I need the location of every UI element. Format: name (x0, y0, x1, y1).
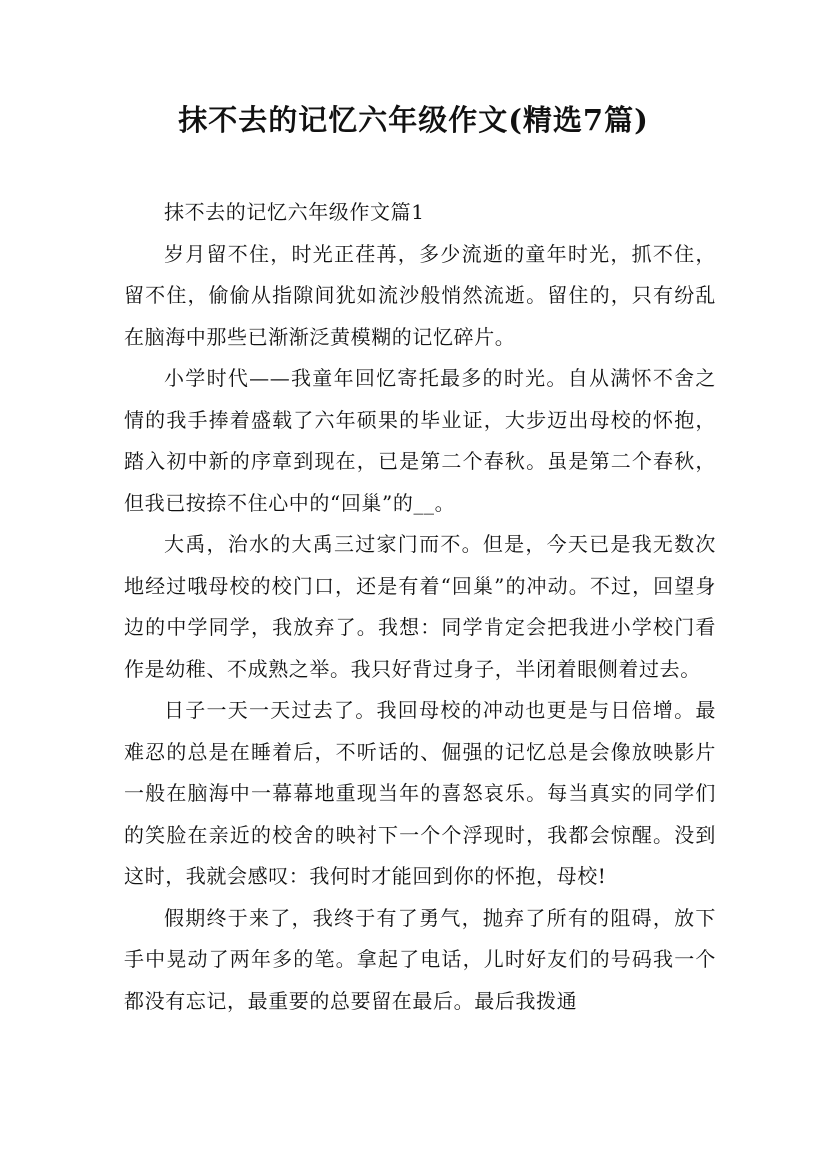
paragraph-2: 小学时代——我童年回忆寄托最多的时光。自从满怀不舍之情的我手捧着盛载了六年硕果的毕业证，大步迈出母校的怀抱，踏入初中新的序章到现在，已是第二个春秋。虽是第二个春秋，但我已按捺不住心中的“回巢”的__。 (124, 366, 716, 515)
section-heading: 抹不去的记忆六年级作文篇1 (164, 200, 425, 224)
paragraph-5: 假期终于来了，我终于有了勇气，抛弃了所有的阻碍，放下手中晃动了两年多的笔。拿起了电话，儿时好友们的号码我一个都没有忘记，最重要的总要留在最后。最后我拨通 (124, 905, 716, 1013)
paragraph-4: 日子一天一天过去了。我回母校的冲动也更是与日倍增。最难忍的总是在睡着后，不听话的、倔强的记忆总是会像放映影片一般在脑海中一幕幕地重现当年的喜怒哀乐。每当真实的同学们的笑脸在亲近的校舍的映衬下一个个浮现时，我都会惊醒。没到这时，我就会感叹：我何时才能回到你的怀抱，母校! (124, 698, 716, 888)
paragraph-1: 岁月留不住，时光正荏苒，多少流逝的童年时光，抓不住，留不住，偷偷从指隙间犹如流沙般悄然流逝。留住的，只有纷乱在脑海中那些已渐渐泛黄模糊的记忆碎片。 (124, 241, 716, 349)
document-body (124, 192, 716, 1022)
document-title: 抹不去的记忆六年级作文(精选7篇) (178, 103, 649, 137)
paragraph-3: 大禹，治水的大禹三过家门而不。但是，今天已是我无数次地经过哦母校的校门口，还是有着“回巢”的冲动。不过，回望身边的中学同学，我放弃了。我想：同学肯定会把我进小学校门看作是幼稚、不成熟之举。我只好背过身子，半闭着眼侧着过去。 (124, 532, 716, 681)
